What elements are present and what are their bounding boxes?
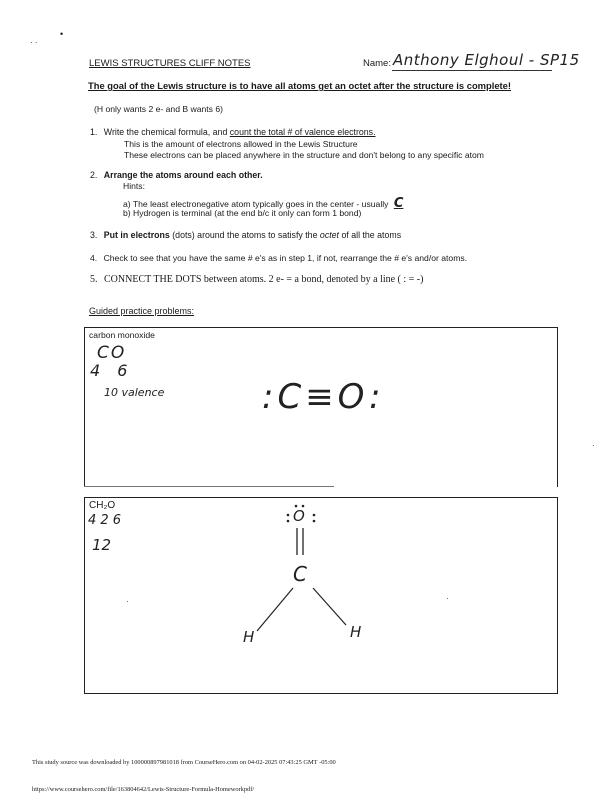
page-title: LEWIS STRUCTURES CLIFF NOTES xyxy=(89,58,251,69)
stray-mark: • xyxy=(60,29,64,39)
step-number: 3. xyxy=(90,230,98,240)
hint-a-answer: C xyxy=(393,196,404,211)
atom-hydrogen-right: H xyxy=(350,623,362,641)
step-text: Check to see that you have the same # e's as in step 1, if not, rearrange the # e's and/or atoms. xyxy=(103,253,468,263)
step-1-sub: This is the amount of electrons allowed in the Lewis Structure xyxy=(124,139,358,149)
name-underline xyxy=(392,70,552,71)
hint-b: b) Hydrogen is terminal (at the end b/c it only can form 1 bond) xyxy=(123,208,362,218)
step-emphasis: count the total # of valence electrons. xyxy=(229,127,376,137)
hints-label: Hints: xyxy=(123,181,145,191)
problem-1-total: 10 valence xyxy=(104,386,165,399)
stray-mark: · · xyxy=(30,38,38,47)
step-text: Write the chemical formula, and xyxy=(103,127,230,137)
step-emphasis: Put in electrons xyxy=(103,230,170,240)
goal-statement: The goal of the Lewis structure is to have all atoms get an octet after the structure is complete! xyxy=(88,80,512,91)
atom-hydrogen-left: H xyxy=(243,628,255,646)
atom-oxygen: O xyxy=(293,507,305,525)
problem-1-label: carbon monoxide xyxy=(89,330,155,340)
step-number: 2. xyxy=(90,170,98,180)
problem-2-box xyxy=(84,497,558,694)
problem-2-valence-each: 4 2 6 xyxy=(88,513,122,528)
step-text: 2 e- = a bond, denoted by a line ( : = -) xyxy=(266,274,424,285)
stray-mark: · xyxy=(126,597,129,606)
source-url[interactable]: https://www.coursehero.com/file/163804642/Lewis-Structure-Formula-Homeworkpdf/ xyxy=(32,786,255,793)
problem-1-structure: :C≡O: xyxy=(262,377,385,417)
step-number: 4. xyxy=(90,253,98,263)
box-bottom-edge xyxy=(84,486,334,487)
stray-mark: · xyxy=(592,441,595,450)
step-text: (dots) around the atoms to satisfy the xyxy=(169,230,320,240)
exception-note: (H only wants 2 e- and B wants 6) xyxy=(94,104,223,114)
step-number: 1. xyxy=(90,127,98,137)
step-italic: octet xyxy=(319,230,339,240)
guided-practice-label: Guided practice problems: xyxy=(89,306,195,316)
stray-mark: · xyxy=(446,594,449,603)
step-2 xyxy=(90,170,263,180)
hint-a-text: a) The least electronegative atom typically goes in the center - usually xyxy=(123,199,389,209)
step-number: 5. xyxy=(90,274,98,285)
step-1-sub: These electrons can be placed anywhere in the structure and don't belong to any specific atom xyxy=(124,150,484,160)
problem-1-formula: CO xyxy=(97,343,127,363)
problem-2-label: CH₂O xyxy=(89,500,116,511)
problem-2-total: 12 xyxy=(92,536,112,554)
step-emphasis: Arrange the atoms around each other. xyxy=(103,170,263,180)
step-5 xyxy=(90,274,423,285)
step-tail: of all the atoms xyxy=(339,230,402,240)
name-label: Name: xyxy=(363,58,391,69)
step-1 xyxy=(90,127,376,137)
step-3 xyxy=(90,230,401,240)
step-emphasis: CONNECT THE DOTS between atoms. xyxy=(104,274,267,285)
student-name: Anthony Elghoul - SP15 xyxy=(393,51,580,69)
atom-carbon: C xyxy=(293,562,307,586)
download-notice: This study source was downloaded by 100000897981018 from CourseHero.com on 04-02-2025 07:43:25 GMT -05:00 xyxy=(32,759,336,766)
step-4 xyxy=(90,253,467,263)
problem-1-valence-each: 4 6 xyxy=(90,361,134,380)
